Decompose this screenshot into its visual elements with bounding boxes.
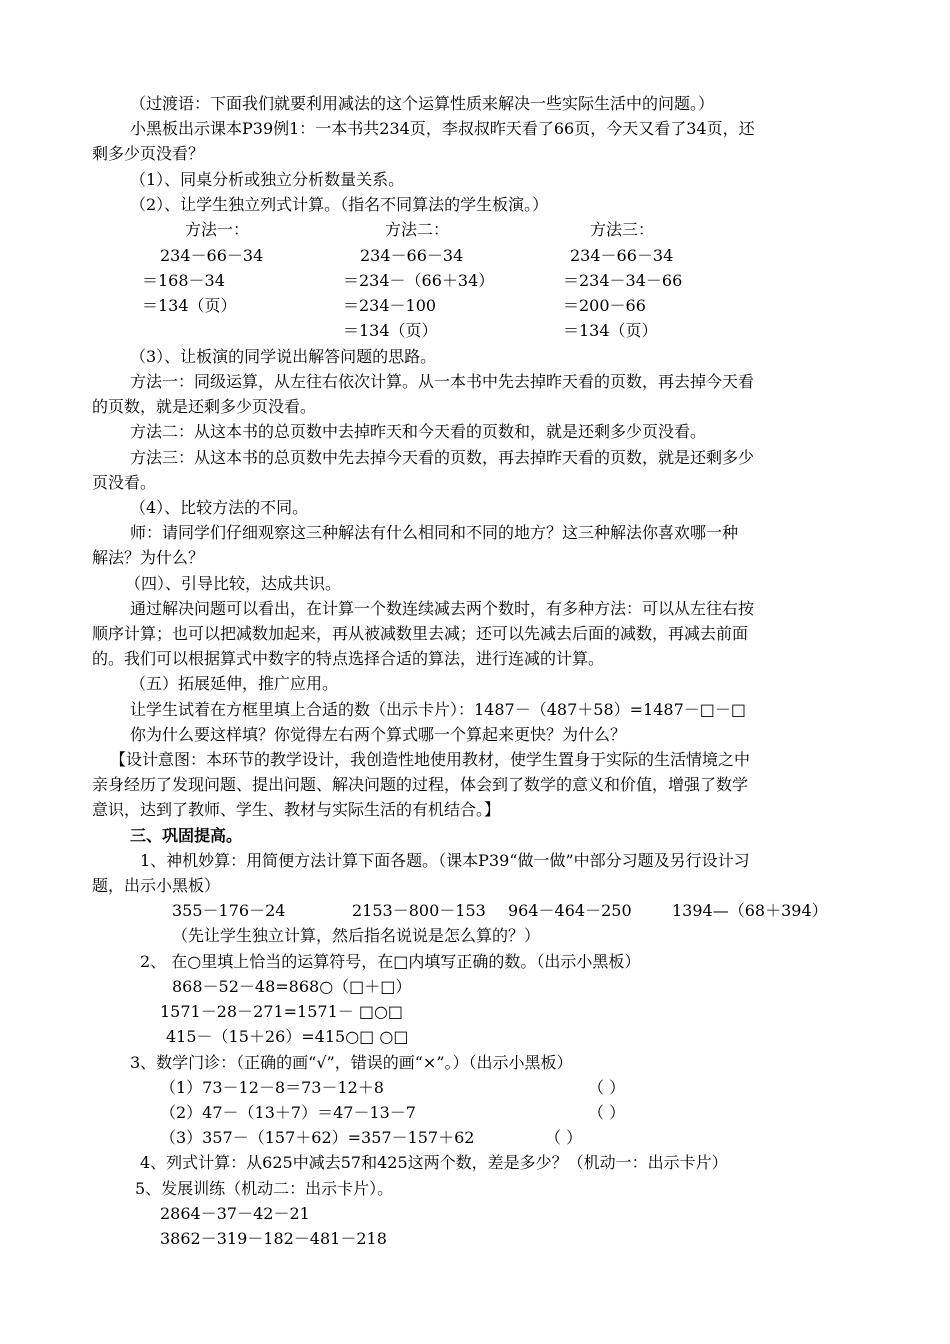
text-line: 5、发展训练（机动二：出示卡片）。: [135, 1179, 394, 1198]
exercise-item: 1571－28－271=1571－ □○□: [160, 1002, 404, 1021]
text-line: （4）、比较方法的不同。: [130, 498, 309, 517]
equation-line: ＝234－（66＋34）: [343, 271, 495, 290]
exercise-item: 3862－319－182－481－218: [160, 1229, 387, 1248]
text-line: 解法？为什么？: [92, 548, 205, 567]
text-line: 的。我们可以根据算式中数字的特点选择合适的算法，进行连减的计算。: [92, 649, 605, 668]
section-heading: （五）拓展延伸，推广应用。: [130, 674, 339, 693]
equation-line: 234－66－34: [160, 246, 264, 265]
equation-line: ＝168－34: [142, 271, 225, 290]
text-line: 方法一：同级运算，从左往右依次计算。从一本书中先去掉昨天看的页数，再去掉今天看: [130, 372, 755, 391]
method-heading: 方法三：: [590, 220, 655, 239]
text-line: 师：请同学们仔细观察这三种解法有什么相同和不同的地方？这三种解法你喜欢哪一种: [130, 523, 739, 542]
text-line: 1、神机妙算：用简便方法计算下面各题。（课本P39“做一做”中部分习题及另行设计习: [140, 851, 750, 870]
exercise-item: 2153－800－153: [352, 901, 486, 920]
equation-line: ＝134（页）: [343, 321, 438, 340]
answer-bracket: （ ）: [545, 1128, 583, 1147]
exercise-item: 868－52－48=868○（□＋□）: [172, 977, 412, 996]
exercise-item: 355－176－24: [172, 901, 286, 920]
text-line: （过渡语：下面我们就要利用减法的这个运算性质来解决一些实际生活中的问题。）: [130, 94, 715, 113]
exercise-item: 964－464－250: [508, 901, 632, 920]
text-line: 页没看。: [92, 473, 157, 492]
equation-line: ＝134（页）: [142, 296, 237, 315]
equation-line: ＝234－34－66: [563, 271, 683, 290]
exercise-item: 2864－37－42－21: [160, 1204, 310, 1223]
exercise-item: （2）47－（13＋7）＝47－13－7: [160, 1103, 416, 1122]
text-line: （3）、让板演的同学说出解答问题的思路。: [130, 347, 437, 366]
text-line: （2）、让学生独立列式计算。（指名不同算法的学生板演。）: [130, 195, 549, 214]
design-intent-text: 【设计意图：本环节的教学设计，我创造性地使用教材，使学生置身于实际的生活情境之中: [110, 750, 751, 769]
text-line: 3、数学门诊：（正确的画“√”，错误的画“×”。）（出示小黑板）: [130, 1053, 573, 1072]
text-line: 让学生试着在方框里填上合适的数（出示卡片）：1487－（487＋58）=1487－□－□: [130, 700, 746, 719]
answer-bracket: （ ）: [588, 1078, 626, 1097]
method-heading: 方法一：: [185, 220, 250, 239]
text-line: 题，出示小黑板）: [92, 876, 221, 895]
text-line: 2、 在○里填上恰当的运算符号，在□内填写正确的数。（出示小黑板）: [140, 952, 641, 971]
exercise-item: （1）73－12－8＝73－12＋8: [160, 1078, 384, 1097]
method-heading: 方法二：: [385, 220, 450, 239]
text-line: 小黑板出示课本P39例1：一本书共234页，李叔叔昨天看了66页，今天又看了34页，还: [130, 119, 755, 138]
exercise-item: 415－（15＋26）=415○□ ○□: [166, 1027, 409, 1046]
text-line: （先让学生独立计算，然后指名说说是怎么算的？）: [172, 926, 541, 945]
text-line: 你为什么要这样填？你觉得左右两个算式哪一个算起来更快？为什么？: [130, 725, 627, 744]
design-intent-text: 亲身经历了发现问题、提出问题、解决问题的过程，体会到了数学的意义和价值，增强了数学: [92, 775, 749, 794]
text-line: 顺序计算；也可以把减数加起来，再从被减数里去减；还可以先减去后面的减数，再减去前面: [92, 624, 749, 643]
text-line: 通过解决问题可以看出，在计算一个数连续减去两个数时，有多种方法：可以从左往右按: [130, 599, 755, 618]
text-line: 的页数，就是还剩多少页没看。: [92, 397, 317, 416]
equation-line: ＝200－66: [563, 296, 646, 315]
equation-line: ＝134（页）: [563, 321, 658, 340]
equation-line: 234－66－34: [360, 246, 464, 265]
exercise-item: （3）357－（157＋62）=357－157＋62: [160, 1128, 475, 1147]
section-heading: 三、巩固提高。: [130, 826, 243, 845]
exercise-item: 1394—（68＋394）: [672, 901, 828, 920]
text-line: 方法三：从这本书的总页数中先去掉今天看的页数，再去掉昨天看的页数，就是还剩多少: [130, 448, 755, 467]
equation-line: 234－66－34: [570, 246, 674, 265]
equation-line: ＝234－100: [343, 296, 437, 315]
text-line: （1）、同桌分析或独立分析数量关系。: [130, 170, 405, 189]
design-intent-text: 意识，达到了教师、学生、教材与实际生活的有机结合。】: [92, 800, 501, 819]
text-line: 4、列式计算：从625中减去57和425这两个数，差是多少？（机动一：出示卡片）: [140, 1153, 728, 1172]
section-heading: （四）、引导比较，达成共识。: [125, 574, 342, 593]
answer-bracket: （ ）: [588, 1103, 626, 1122]
text-line: 方法二：从这本书的总页数中去掉昨天和今天看的页数和，就是还剩多少页没看。: [130, 422, 707, 441]
text-line: 剩多少页没看？: [92, 144, 205, 163]
